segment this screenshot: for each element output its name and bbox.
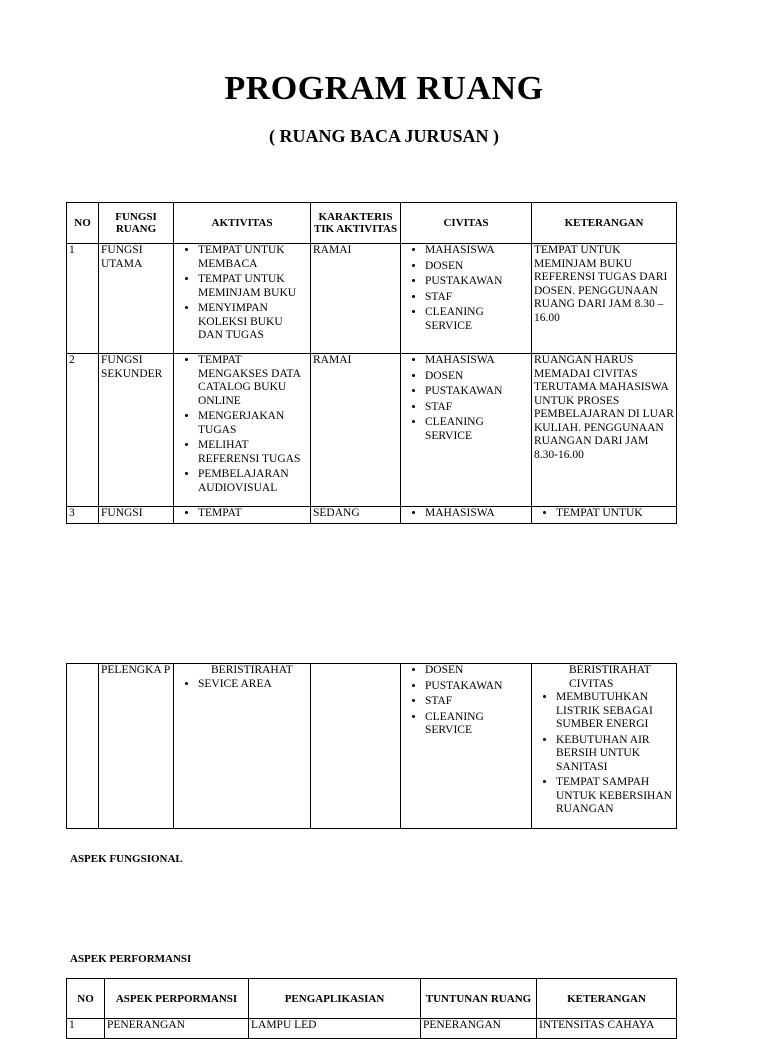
list-item: • PEMBELAJARAN AUDIOVISUAL <box>198 468 308 495</box>
list-item: • MENYIMPAN KOLEKSI BUKU DAN TUGAS <box>198 302 308 343</box>
page-title: PROGRAM RUANG <box>224 70 544 107</box>
list-item: • TEMPAT <box>198 507 308 521</box>
row-aktivitas <box>174 244 311 354</box>
aktivitas-continued: BERISTIRAHAT <box>211 664 293 676</box>
list-item: • MENGERJAKAN TUGAS <box>198 410 308 437</box>
list-item: • MAHASISWA <box>425 507 529 521</box>
header-tuntunan: TUNTUNAN RUANG <box>421 979 537 1019</box>
row-tuntunan: PENERANGAN <box>421 1019 537 1039</box>
header-aktivitas: AKTIVITAS <box>174 203 311 244</box>
header-no: NO <box>67 979 105 1019</box>
list-item: • MEMBUTUHKAN LISTRIK SEBAGAI SUMBER ENERGI <box>556 691 674 732</box>
aspek-performansi-table <box>66 978 677 1039</box>
list-item: • MAHASISWA <box>425 354 529 368</box>
list-item: • STAF <box>425 695 529 709</box>
list-item: • SEVICE AREA <box>198 678 308 692</box>
table-row <box>67 244 677 354</box>
row-civitas <box>401 664 532 829</box>
table-row <box>67 1019 677 1039</box>
row-karakteristik: RAMAI <box>311 244 401 354</box>
list-item: • DOSEN <box>425 664 529 678</box>
list-item: • KEBUTUHAN AIR BERSIH UNTUK SANITASI <box>556 734 674 775</box>
row-karakteristik: SEDANG <box>311 507 401 524</box>
list-item: • TEMPAT SAMPAH UNTUK KEBERSIHAN RUANGAN <box>556 776 674 817</box>
list-item: • DOSEN <box>425 370 529 384</box>
list-item: • DOSEN <box>425 260 529 274</box>
aspek-fungsional-heading: ASPEK FUNGSIONAL <box>70 853 183 865</box>
row-fungsi: FUNGSI <box>99 507 174 524</box>
row-aspek: PENERANGAN <box>105 1019 249 1039</box>
row-civitas <box>401 244 532 354</box>
row-pengaplikasian: LAMPU LED <box>249 1019 421 1039</box>
list-item: • TEMPAT MENGAKSES DATA CATALOG BUKU ONLINE <box>198 354 308 408</box>
list-item: • CLEANING SERVICE <box>425 711 529 738</box>
header-keterangan: KETERANGAN <box>537 979 677 1019</box>
header-no: NO <box>67 203 99 244</box>
row-aktivitas <box>174 664 311 829</box>
header-pengaplikasian: PENGAPLIKASIAN <box>249 979 421 1019</box>
table-header-row <box>67 203 677 244</box>
header-karakteristik: KARAKTERIS TIK AKTIVITAS <box>311 203 401 244</box>
header-civitas: CIVITAS <box>401 203 532 244</box>
row-no <box>67 664 99 829</box>
row-karakteristik <box>311 664 401 829</box>
table-row <box>67 354 677 507</box>
keterangan-continued: BERISTIRAHAT CIVITAS <box>569 664 651 690</box>
row-keterangan <box>532 507 677 524</box>
aspek-performansi-heading: ASPEK PERFORMANSI <box>70 953 192 965</box>
row-no: 1 <box>67 244 99 354</box>
table-row <box>67 664 677 829</box>
row-no: 1 <box>67 1019 105 1039</box>
list-item: • STAF <box>425 291 529 305</box>
list-item: • TEMPAT UNTUK MEMBACA <box>198 244 308 271</box>
row-fungsi: FUNGSI UTAMA <box>99 244 174 354</box>
row-civitas <box>401 507 532 524</box>
row-keterangan <box>532 664 677 829</box>
list-item: • TEMPAT UNTUK <box>556 507 674 521</box>
row-karakteristik: RAMAI <box>311 354 401 507</box>
list-item: • MAHASISWA <box>425 244 529 258</box>
header-keterangan: KETERANGAN <box>532 203 677 244</box>
program-ruang-table <box>66 202 677 524</box>
row-keterangan: RUANGAN HARUS MEMADAI CIVITAS TERUTAMA MAHASISWA UNTUK PROSES PEMBELAJARAN DI LUAR KULIAH. PENGGUNAAN RUANGAN DARI JAM 8.30-16.00 <box>532 354 677 507</box>
page-subtitle: ( RUANG BACA JURUSAN ) <box>268 126 499 146</box>
row-no: 2 <box>67 354 99 507</box>
list-item: • TEMPAT UNTUK MEMINJAM BUKU <box>198 273 308 300</box>
table-header-row <box>67 979 677 1019</box>
list-item: • STAF <box>425 401 529 415</box>
row-keterangan: INTENSITAS CAHAYA <box>537 1019 677 1039</box>
row-fungsi: PELENGKA P <box>99 664 174 829</box>
table-row <box>67 507 677 524</box>
row-civitas <box>401 354 532 507</box>
list-item: • PUSTAKAWAN <box>425 275 529 289</box>
row-fungsi: FUNGSI SEKUNDER <box>99 354 174 507</box>
list-item: • PUSTAKAWAN <box>425 385 529 399</box>
list-item: • CLEANING SERVICE <box>425 416 529 443</box>
row-aktivitas <box>174 354 311 507</box>
header-fungsi: FUNGSI RUANG <box>99 203 174 244</box>
program-ruang-table-continued <box>66 663 677 829</box>
row-aktivitas <box>174 507 311 524</box>
row-keterangan: TEMPAT UNTUK MEMINJAM BUKU REFERENSI TUGAS DARI DOSEN. PENGGUNAAN RUANG DARI JAM 8.30 – 16.00 <box>532 244 677 354</box>
list-item: • CLEANING SERVICE <box>425 306 529 333</box>
header-aspek: ASPEK PERPORMANSI <box>105 979 249 1019</box>
list-item: • MELIHAT REFERENSI TUGAS <box>198 439 308 466</box>
list-item: • PUSTAKAWAN <box>425 680 529 694</box>
row-no: 3 <box>67 507 99 524</box>
